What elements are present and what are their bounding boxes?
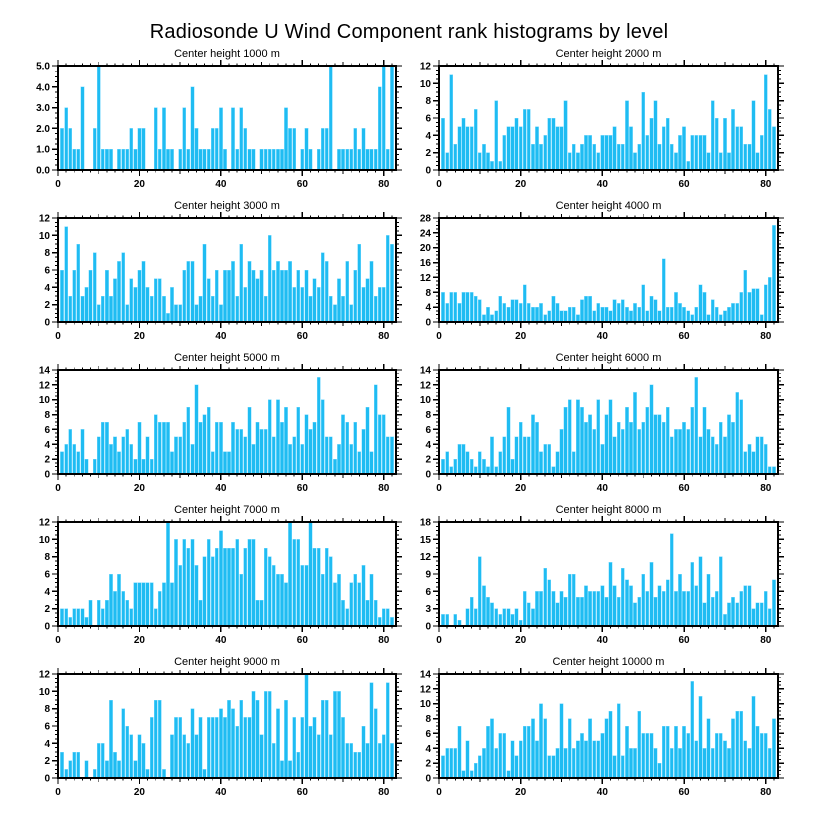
svg-text:80: 80 bbox=[378, 331, 390, 342]
svg-text:40: 40 bbox=[596, 483, 608, 494]
svg-text:12: 12 bbox=[38, 669, 50, 681]
svg-text:0: 0 bbox=[425, 317, 431, 329]
svg-text:40: 40 bbox=[215, 483, 227, 494]
svg-text:6: 6 bbox=[425, 424, 431, 436]
svg-text:12: 12 bbox=[419, 380, 431, 392]
svg-text:4: 4 bbox=[44, 738, 50, 750]
svg-text:9: 9 bbox=[425, 569, 431, 581]
svg-text:0: 0 bbox=[425, 469, 431, 481]
svg-text:60: 60 bbox=[678, 787, 690, 798]
svg-text:0: 0 bbox=[44, 621, 50, 633]
svg-text:Center height 10000 m: Center height 10000 m bbox=[552, 656, 665, 668]
svg-text:80: 80 bbox=[378, 635, 390, 646]
svg-text:8: 8 bbox=[44, 704, 50, 716]
charts-grid bbox=[0, 44, 818, 804]
svg-text:4: 4 bbox=[44, 282, 50, 294]
svg-text:80: 80 bbox=[378, 787, 390, 798]
svg-text:60: 60 bbox=[678, 483, 690, 494]
svg-text:4: 4 bbox=[425, 439, 431, 451]
histogram-8000m bbox=[409, 500, 818, 652]
svg-text:0: 0 bbox=[436, 635, 442, 646]
histogram-2000m bbox=[409, 44, 818, 196]
svg-text:80: 80 bbox=[760, 483, 772, 494]
subplot-center-height-8000m bbox=[409, 500, 818, 652]
svg-text:Center height 6000 m: Center height 6000 m bbox=[555, 352, 662, 364]
svg-text:10: 10 bbox=[38, 395, 50, 407]
svg-text:12: 12 bbox=[419, 552, 431, 564]
svg-text:14: 14 bbox=[419, 669, 431, 681]
svg-text:10: 10 bbox=[38, 686, 50, 698]
svg-text:60: 60 bbox=[678, 179, 690, 190]
svg-text:2.0: 2.0 bbox=[36, 123, 50, 135]
svg-text:20: 20 bbox=[419, 243, 431, 255]
svg-text:0: 0 bbox=[55, 331, 61, 342]
svg-text:0: 0 bbox=[425, 773, 431, 785]
svg-text:20: 20 bbox=[515, 787, 527, 798]
svg-text:10: 10 bbox=[419, 395, 431, 407]
svg-text:0: 0 bbox=[55, 787, 61, 798]
svg-text:80: 80 bbox=[760, 179, 772, 190]
svg-text:0: 0 bbox=[44, 773, 50, 785]
svg-text:8: 8 bbox=[44, 410, 50, 422]
svg-text:12: 12 bbox=[38, 517, 50, 529]
svg-text:0: 0 bbox=[425, 165, 431, 177]
svg-text:0: 0 bbox=[436, 179, 442, 190]
svg-text:40: 40 bbox=[215, 331, 227, 342]
svg-text:0: 0 bbox=[55, 483, 61, 494]
svg-text:14: 14 bbox=[419, 365, 431, 377]
svg-text:2: 2 bbox=[425, 758, 431, 770]
svg-text:20: 20 bbox=[515, 483, 527, 494]
svg-text:5.0: 5.0 bbox=[36, 61, 50, 73]
svg-text:8: 8 bbox=[44, 248, 50, 260]
svg-text:6: 6 bbox=[44, 721, 50, 733]
svg-text:80: 80 bbox=[760, 331, 772, 342]
svg-text:18: 18 bbox=[419, 517, 431, 529]
svg-text:Center height 9000 m: Center height 9000 m bbox=[174, 656, 280, 668]
svg-text:Center height 5000 m: Center height 5000 m bbox=[174, 352, 280, 364]
svg-text:20: 20 bbox=[133, 179, 146, 190]
svg-text:14: 14 bbox=[38, 365, 50, 377]
svg-text:Center height 3000 m: Center height 3000 m bbox=[174, 200, 280, 212]
svg-text:10: 10 bbox=[419, 78, 431, 90]
svg-text:10: 10 bbox=[419, 699, 431, 711]
histogram-5000m bbox=[0, 348, 409, 500]
svg-text:8: 8 bbox=[44, 552, 50, 564]
svg-text:Center height 2000 m: Center height 2000 m bbox=[555, 48, 662, 60]
svg-text:40: 40 bbox=[596, 331, 608, 342]
svg-text:12: 12 bbox=[419, 61, 431, 73]
svg-text:12: 12 bbox=[38, 380, 50, 392]
svg-text:80: 80 bbox=[760, 787, 772, 798]
svg-text:0: 0 bbox=[436, 483, 442, 494]
svg-text:6: 6 bbox=[425, 728, 431, 740]
svg-text:Center height 1000 m: Center height 1000 m bbox=[174, 48, 280, 60]
histogram-4000m bbox=[409, 196, 818, 348]
histogram-7000m bbox=[0, 500, 409, 652]
svg-text:3: 3 bbox=[425, 604, 431, 616]
svg-text:60: 60 bbox=[678, 331, 690, 342]
svg-text:10: 10 bbox=[38, 534, 50, 546]
svg-text:2: 2 bbox=[44, 756, 50, 768]
svg-text:8: 8 bbox=[425, 96, 431, 108]
svg-text:60: 60 bbox=[296, 331, 308, 342]
svg-text:60: 60 bbox=[296, 787, 308, 798]
svg-text:20: 20 bbox=[133, 331, 146, 342]
svg-text:2: 2 bbox=[44, 454, 50, 466]
svg-text:40: 40 bbox=[215, 787, 227, 798]
svg-text:24: 24 bbox=[419, 228, 431, 240]
subplot-center-height-7000m bbox=[0, 500, 409, 652]
subplot-center-height-6000m bbox=[409, 348, 818, 500]
svg-text:4: 4 bbox=[425, 302, 431, 314]
svg-text:2: 2 bbox=[425, 454, 431, 466]
svg-text:20: 20 bbox=[133, 787, 146, 798]
svg-text:4: 4 bbox=[425, 130, 431, 142]
svg-text:20: 20 bbox=[515, 331, 527, 342]
svg-text:6: 6 bbox=[44, 265, 50, 277]
svg-text:80: 80 bbox=[760, 635, 772, 646]
svg-text:0: 0 bbox=[44, 317, 50, 329]
svg-text:15: 15 bbox=[419, 534, 431, 546]
subplot-center-height-9000m bbox=[0, 652, 409, 804]
svg-text:28: 28 bbox=[419, 213, 431, 225]
svg-text:12: 12 bbox=[38, 213, 50, 225]
svg-text:40: 40 bbox=[215, 179, 227, 190]
histogram-9000m bbox=[0, 652, 409, 804]
svg-text:60: 60 bbox=[296, 635, 308, 646]
svg-text:6: 6 bbox=[425, 586, 431, 598]
histogram-3000m bbox=[0, 196, 409, 348]
svg-text:8: 8 bbox=[425, 287, 431, 299]
svg-text:8: 8 bbox=[425, 410, 431, 422]
svg-text:4: 4 bbox=[44, 439, 50, 451]
svg-text:0: 0 bbox=[55, 179, 61, 190]
svg-text:80: 80 bbox=[378, 179, 390, 190]
svg-text:12: 12 bbox=[419, 684, 431, 696]
svg-text:20: 20 bbox=[133, 635, 146, 646]
svg-text:16: 16 bbox=[419, 258, 431, 270]
subplot-center-height-10000m bbox=[409, 652, 818, 804]
svg-text:60: 60 bbox=[296, 483, 308, 494]
svg-text:8: 8 bbox=[425, 714, 431, 726]
svg-text:40: 40 bbox=[215, 635, 227, 646]
svg-text:80: 80 bbox=[378, 483, 390, 494]
svg-text:Center height 8000 m: Center height 8000 m bbox=[555, 504, 662, 516]
svg-text:0: 0 bbox=[436, 331, 442, 342]
svg-text:0: 0 bbox=[55, 635, 61, 646]
subplot-center-height-1000m bbox=[0, 44, 409, 196]
svg-text:Center height 4000 m: Center height 4000 m bbox=[555, 200, 662, 212]
svg-text:Center height 7000 m: Center height 7000 m bbox=[174, 504, 280, 516]
page-title: Radiosonde U Wind Component rank histograms by level bbox=[149, 21, 669, 43]
svg-text:40: 40 bbox=[596, 787, 608, 798]
svg-text:0.0: 0.0 bbox=[36, 165, 50, 177]
svg-text:1.0: 1.0 bbox=[36, 144, 50, 156]
subplot-center-height-5000m bbox=[0, 348, 409, 500]
svg-text:6: 6 bbox=[44, 569, 50, 581]
svg-text:0: 0 bbox=[44, 469, 50, 481]
svg-text:4: 4 bbox=[44, 586, 50, 598]
svg-text:4.0: 4.0 bbox=[36, 82, 50, 94]
svg-text:0: 0 bbox=[425, 621, 431, 633]
svg-text:6: 6 bbox=[44, 424, 50, 436]
svg-text:20: 20 bbox=[133, 483, 146, 494]
histogram-6000m bbox=[409, 348, 818, 500]
svg-text:2: 2 bbox=[44, 300, 50, 312]
histogram-1000m bbox=[0, 44, 409, 196]
svg-text:60: 60 bbox=[296, 179, 308, 190]
subplot-center-height-2000m bbox=[409, 44, 818, 196]
svg-text:20: 20 bbox=[515, 179, 527, 190]
svg-text:60: 60 bbox=[678, 635, 690, 646]
svg-text:2: 2 bbox=[44, 604, 50, 616]
svg-text:40: 40 bbox=[596, 635, 608, 646]
svg-text:4: 4 bbox=[425, 743, 431, 755]
subplot-center-height-4000m bbox=[409, 196, 818, 348]
svg-text:2: 2 bbox=[425, 148, 431, 160]
svg-text:10: 10 bbox=[38, 230, 50, 242]
histogram-10000m bbox=[409, 652, 818, 804]
svg-text:6: 6 bbox=[425, 113, 431, 125]
svg-text:0: 0 bbox=[436, 787, 442, 798]
svg-text:3.0: 3.0 bbox=[36, 103, 50, 115]
svg-text:12: 12 bbox=[419, 272, 431, 284]
svg-text:20: 20 bbox=[515, 635, 527, 646]
svg-text:40: 40 bbox=[596, 179, 608, 190]
subplot-center-height-3000m bbox=[0, 196, 409, 348]
